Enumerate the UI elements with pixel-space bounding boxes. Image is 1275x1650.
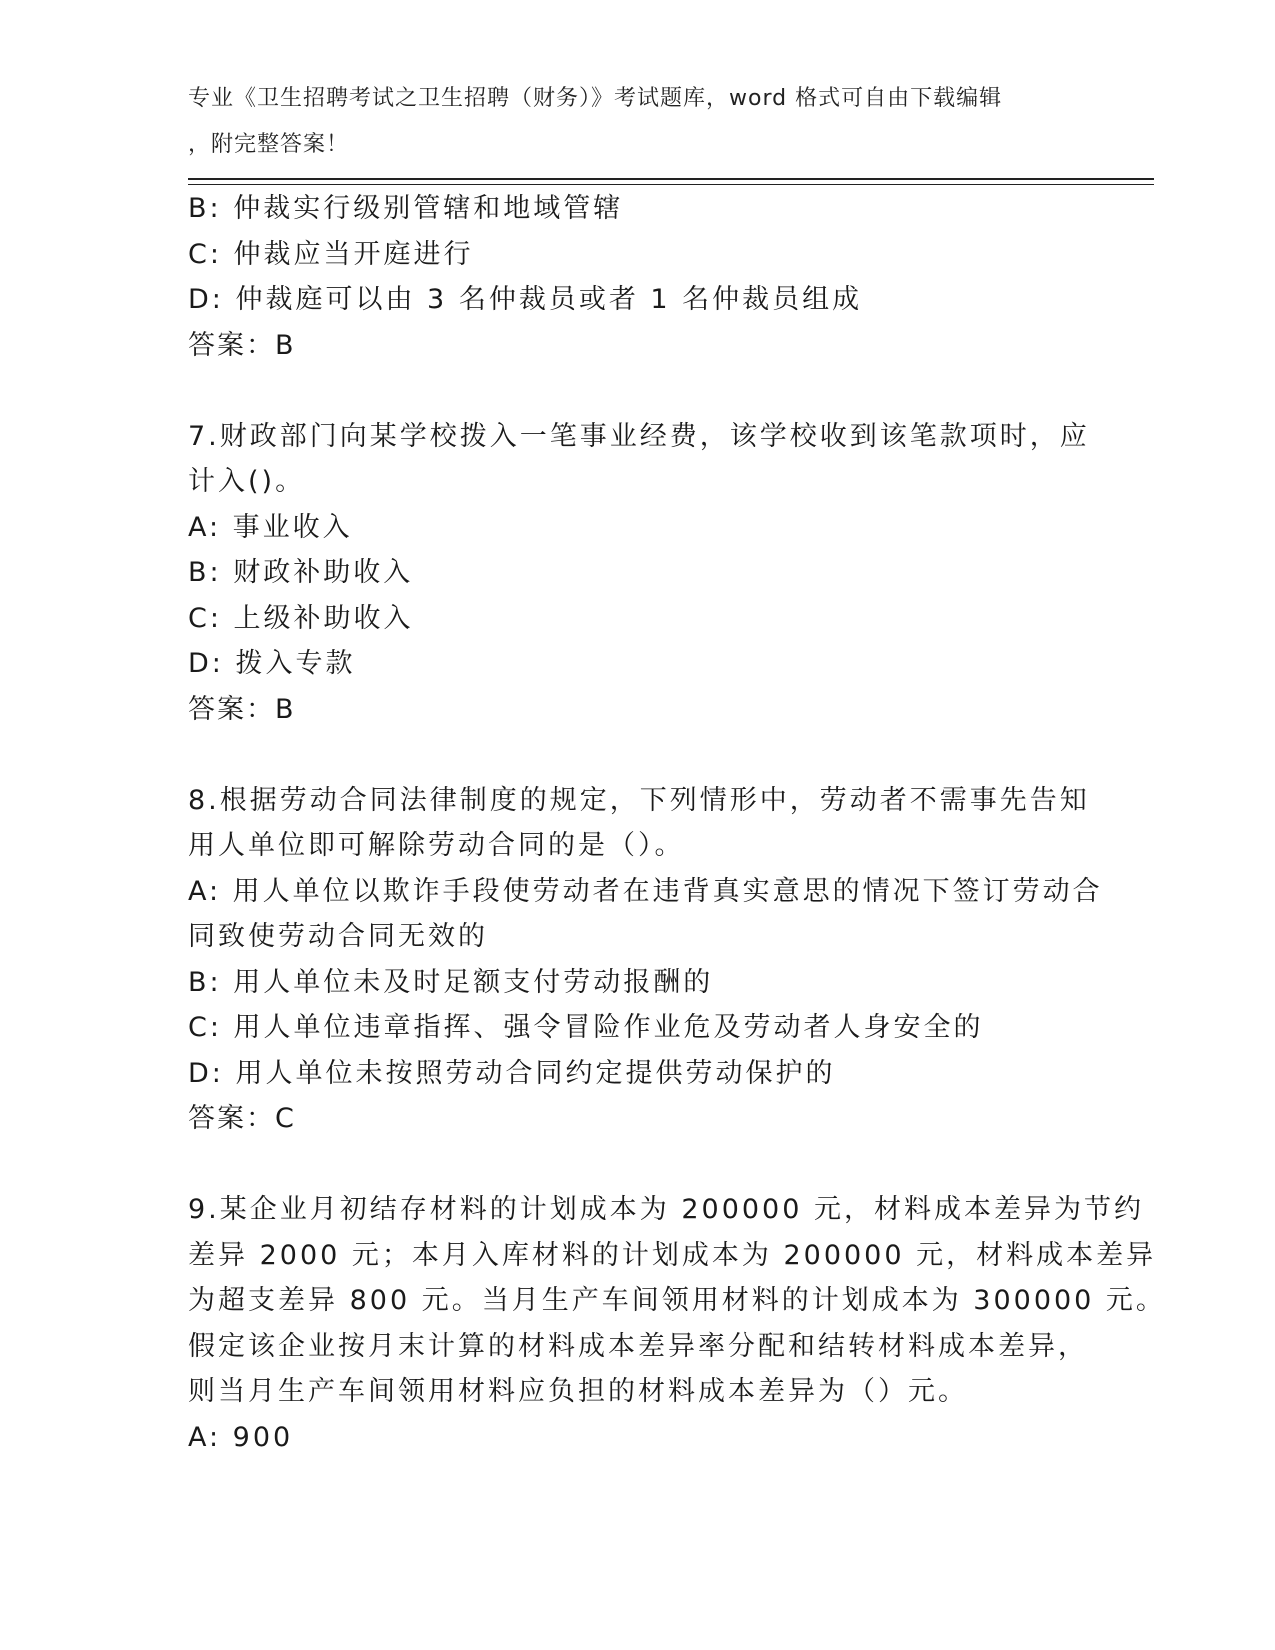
q9-stem-line-3: 为超支差异 800 元。当月生产车间领用材料的计划成本为 300000 元。 (188, 1285, 1166, 1316)
q9-stem-line-1: 9.某企业月初结存材料的计划成本为 200000 元，材料成本差异为节约 (188, 1194, 1144, 1225)
q9-option-a: A: 900 (188, 1421, 294, 1453)
q6-option-c: C: 仲裁应当开庭进行 (188, 238, 474, 270)
header-divider-thin (188, 184, 1154, 185)
q8-option-b: B: 用人单位未及时足额支付劳动报酬的 (188, 966, 714, 998)
q8-option-d: D: 用人单位未按照劳动合同约定提供劳动保护的 (188, 1057, 836, 1089)
q8-stem-line-1: 8.根据劳动合同法律制度的规定，下列情形中，劳动者不需事先告知 (188, 784, 1090, 816)
q8-answer: 答案：C (188, 1103, 296, 1134)
header-line-2: ，附完整答案！ (188, 131, 350, 157)
q7-option-a: A: 事业收入 (188, 511, 353, 543)
q9-stem-line-2: 差异 2000 元；本月入库材料的计划成本为 200000 元，材料成本差异 (188, 1239, 1157, 1271)
q7-answer: 答案：B (188, 693, 296, 725)
q9-stem-line-5: 则当月生产车间领用材料应负担的材料成本差异为（）元。 (188, 1376, 968, 1407)
question-9 (188, 1187, 1166, 1460)
document-header (188, 76, 1088, 167)
question-7 (188, 414, 1088, 733)
q7-option-c: C: 上级补助收入 (188, 602, 414, 634)
question-8 (188, 778, 1103, 1142)
q6-answer: 答案：B (188, 329, 296, 361)
spacer (188, 732, 1088, 778)
spacer (188, 1142, 1088, 1188)
q8-stem-line-2: 用人单位即可解除劳动合同的是（）。 (188, 830, 685, 861)
header-line-1: 专业《卫生招聘考试之卫生招聘（财务）》考试题库，word 格式可自由下载编辑 (188, 86, 1003, 111)
q7-option-b: B: 财政补助收入 (188, 557, 414, 588)
q8-option-c: C: 用人单位违章指挥、强令冒险作业危及劳动者人身安全的 (188, 1012, 984, 1043)
q8-option-a-line-1: A: 用人单位以欺诈手段使劳动者在违背真实意思的情况下签订劳动合 (188, 875, 1103, 907)
q6-option-d: D: 仲裁庭可以由 3 名仲裁员或者 1 名仲裁员组成 (188, 284, 863, 315)
q6-option-b: B: 仲裁实行级别管辖和地域管辖 (188, 193, 624, 224)
q7-stem-line-1: 7.财政部门向某学校拨入一笔事业经费，该学校收到该笔款项时，应 (188, 420, 1090, 452)
q7-stem-line-2: 计入()。 (188, 466, 306, 497)
q9-stem-line-4: 假定该企业按月末计算的材料成本差异率分配和结转材料成本差异， (188, 1330, 1088, 1362)
q8-option-a-line-2: 同致使劳动合同无效的 (188, 921, 488, 952)
spacer (188, 368, 1088, 414)
question-6 (188, 186, 1088, 368)
document-body (188, 186, 1166, 1460)
q7-option-d: D: 拨入专款 (188, 648, 356, 679)
header-divider-thick (188, 178, 1154, 180)
